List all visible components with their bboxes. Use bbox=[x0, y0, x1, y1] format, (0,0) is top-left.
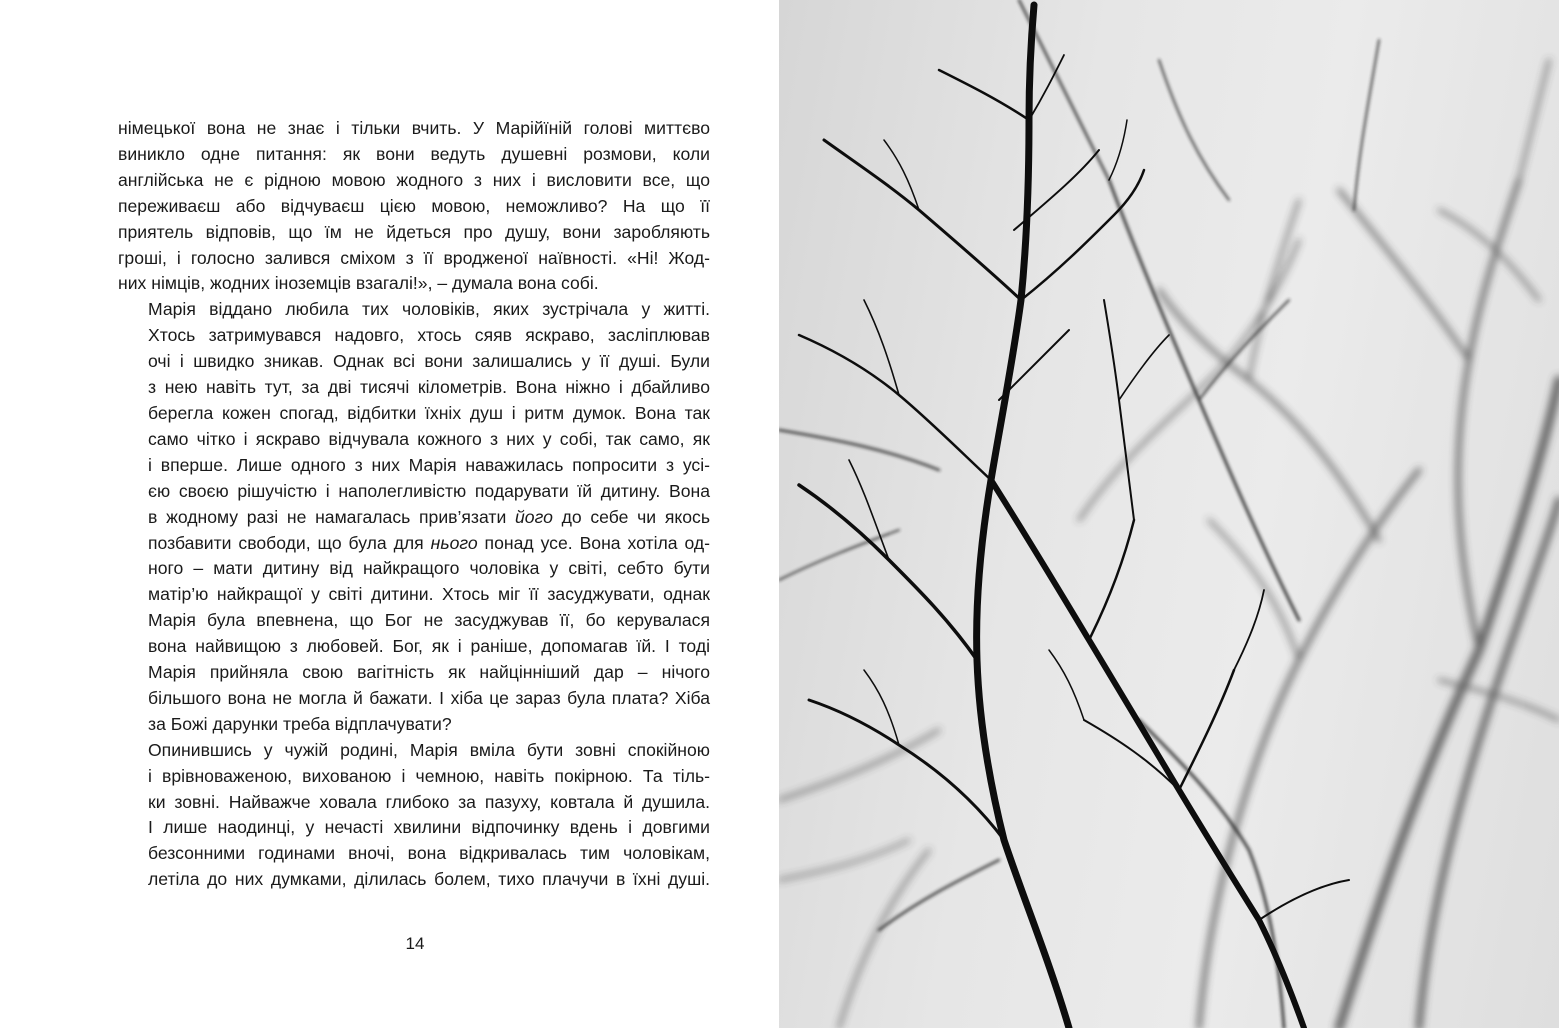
text-line: і врівноваженою, вихованою і чемною, навіть покірною. Та тіль- bbox=[148, 765, 710, 786]
text-line: безсонними годинами вночі, вона відкривалась тим чоловікам, bbox=[148, 843, 710, 864]
text-line: берегла кожен спогад, відбитки їхніх душ і ритм думок. Вона так bbox=[148, 402, 710, 423]
text-line: ного – мати дитину від найкращого чоловіка у світі, себто бути bbox=[148, 558, 710, 579]
left-page bbox=[0, 0, 779, 1028]
text-line: Марія віддано любила тих чоловіків, яких зустрічала у житті. bbox=[148, 299, 710, 320]
paragraph-3 bbox=[118, 738, 710, 893]
text-line: само чітко і яскраво відчувала кожного з них у собі, так само, як bbox=[148, 428, 710, 449]
text-line: німецької вона не знає і тільки вчить. У Марійїній голові миттєво bbox=[118, 118, 710, 138]
midground-branches bbox=[779, 0, 1379, 1028]
bare-tree-branches-photo bbox=[779, 0, 1559, 1028]
text-line: І лише наодинці, у нечасті хвилини відпочинку вдень і довгими bbox=[148, 817, 710, 838]
text-line: Хтось затримувався надовго, хтось сяяв яскраво, засліплював bbox=[148, 325, 710, 346]
text-line: англійська не є рідною мовою жодного з них і висловити все, що bbox=[118, 169, 710, 190]
text-line: вона найвищою з любовей. Бог, як і раніше, допомагав їй. І тоді bbox=[148, 636, 710, 657]
foreground-branches bbox=[799, 5, 1349, 1028]
text-run: понад усе. Вона хотіла од- bbox=[477, 532, 710, 553]
text-line: з нею навіть тут, за дві тисячі кілометрів. Вона ніжно і дбайливо bbox=[148, 377, 710, 398]
text-line: виникло одне питання: як вони ведуть душевні розмови, коли bbox=[118, 143, 710, 164]
text-line: більшого вона не могла й бажати. І хіба це зараз була плата? Хіба bbox=[148, 687, 710, 708]
text-line: матір’ю найкращої у світі дитини. Хтось міг її засуджувати, однак bbox=[148, 584, 710, 605]
text-line: них німців, жодних іноземців взагалі!», – думала вона собі. bbox=[118, 273, 599, 294]
blurred-branches bbox=[779, 60, 1559, 1028]
text-run: позбавити свободи, що була для bbox=[148, 532, 431, 553]
paragraph-1 bbox=[118, 116, 710, 297]
body-text bbox=[118, 116, 710, 893]
text-line: ки зовні. Найважче ховала глибоко за пазуху, ковтала й душила. bbox=[148, 791, 710, 812]
page-number: 14 bbox=[405, 934, 425, 953]
emphasis-him: його bbox=[515, 506, 553, 527]
emphasis-him: нього bbox=[430, 532, 478, 553]
text-run: в жодному разі не намагалась прив’язати bbox=[148, 506, 516, 527]
text-line: Опинившись у чужій родині, Марія вміла бути зовні спокійною bbox=[148, 739, 710, 760]
text-line bbox=[118, 505, 710, 531]
branches-image bbox=[779, 0, 1559, 1028]
text-line: гроші, і голосно залився сміхом з її вродженої наївності. «Ні! Жод- bbox=[118, 247, 710, 268]
text-line: єю своєю рішучістю і наполегливістю подарувати їй дитину. Вона bbox=[148, 480, 710, 501]
text-line: очі і швидко зникав. Однак всі вони залишались у її душі. Були bbox=[148, 351, 710, 372]
text-line: Марія була впевнена, що Бог не засуджував її, бо керувалася bbox=[148, 610, 710, 631]
text-line: приятель відповів, що їм не йдеться про душу, вони заробляють bbox=[118, 221, 710, 242]
text-run: до себе чи якось bbox=[552, 506, 710, 527]
text-line: переживаєш або відчуваєш цією мовою, неможливо? На що її bbox=[118, 195, 710, 216]
paragraph-2 bbox=[118, 297, 710, 737]
text-line: і вперше. Лише одного з них Марія наважилась попросити з усі- bbox=[148, 454, 710, 475]
text-line: за Божі дарунки треба відплачувати? bbox=[148, 713, 452, 734]
text-line: летіла до них думками, ділилась болем, тихо плачучи в їхні душі. bbox=[148, 869, 710, 890]
text-line: Марія прийняла свою вагітність як найцінніший дар – нічого bbox=[148, 662, 710, 683]
text-line bbox=[118, 531, 710, 557]
